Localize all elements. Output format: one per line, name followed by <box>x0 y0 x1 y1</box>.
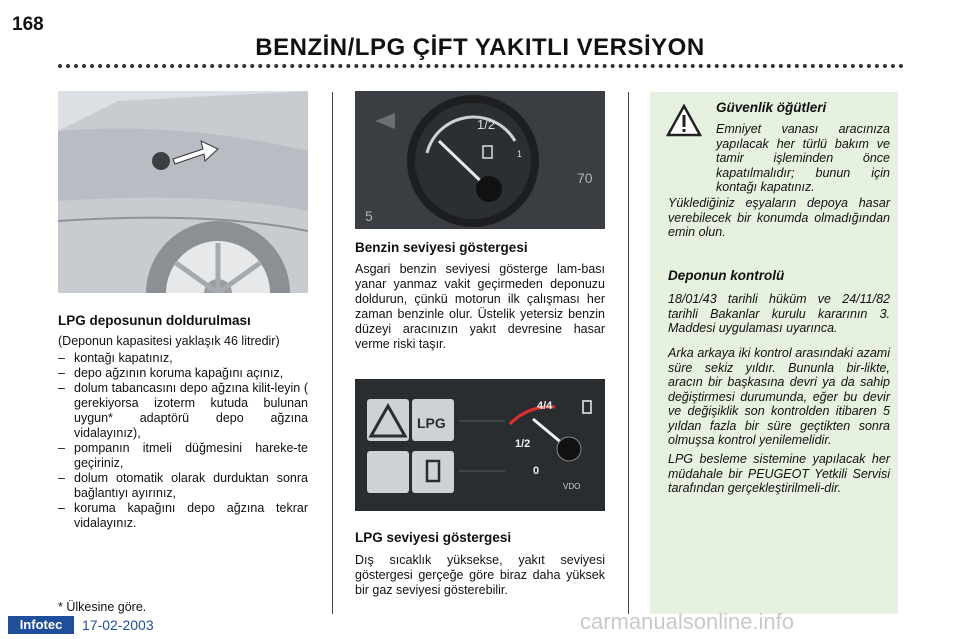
lpg-panel-label: LPG <box>417 415 446 431</box>
car-fuel-cap-photo <box>58 91 308 293</box>
petrol-level-text: Asgari benzin seviyesi gösterge lam-bası yanar yanmaz vakit geçirmeden deponuzu doldurun, çünkü motorun ilk çalışması her zaman benzinle olur. Üstelik yetersiz benzin düzeyi aracınızın yakıt devresine hasar verme riski taşır. <box>355 262 605 351</box>
lpg-full-label: 4/4 <box>537 400 553 412</box>
watermark-text: carmanualsonline.info <box>580 609 795 634</box>
filling-steps-list <box>58 351 308 531</box>
list-item: – depo ağzının koruma kapağını açınız, <box>58 366 308 381</box>
control-text-2: Arka arkaya iki kontrol arasındaki azami süre sekiz yıldır. Bununla bir-likte, aracın bir başkasına devri ya da sahip değiştirmesi durumunda, eğer bu devir ve değişiklik son kontrolden itibaren 5 yıldan fazla bir süre geçtikten sonra olmuşsa kontrol yenilemelidir. <box>668 346 890 447</box>
gauge-half-label: 1/2 <box>477 117 496 132</box>
control-text-1: 18/01/43 tarihli hüküm ve 24/11/82 tarihli Bakanlar kurulu kararının 3. Maddesi uygulaması uyarınca. <box>668 292 890 335</box>
lpg-filling-heading: LPG deposunun doldurulması <box>58 313 251 328</box>
list-item: – kontağı kapatınız, <box>58 351 308 366</box>
tank-control-heading: Deponun kontrolü <box>668 268 785 283</box>
vdo-brand-label: VDO <box>563 482 581 491</box>
svg-text:70: 70 <box>577 170 593 186</box>
lpg-level-text: Dış sıcaklık yüksekse, yakıt seviyesi göstergesi gerçeğe göre biraz daha yüksek bir gaz seviyesi gösterebilir. <box>355 553 605 597</box>
footnote: * Ülkesine göre. <box>58 600 147 614</box>
title-divider <box>58 64 904 68</box>
safety-text-1 <box>668 122 890 195</box>
petrol-level-heading: Benzin seviyesi göstergesi <box>355 240 528 255</box>
infotec-logo: Infotec <box>8 616 74 634</box>
safety-notes-box <box>650 92 898 614</box>
list-item: – koruma kapağını depo ağzına tekrar vidalayınız. <box>58 501 308 531</box>
safety-text-1-body: Emniyet vanası aracınıza yapılacak her türlü bakım ve tamir işleminden önce kapatılmalıdır; bunun için kontağı kapatınız. <box>716 122 890 194</box>
lpg-empty-label: 0 <box>533 465 540 477</box>
list-item: – dolum tabancasını depo ağzına kilit-leyin ( gerekiyorsa izoterm kutuda bulunan uygun* adaptörü depo ağzına vidalayınız), <box>58 381 308 441</box>
lpg-level-heading: LPG seviyesi göstergesi <box>355 530 512 545</box>
svg-text:5: 5 <box>365 208 373 224</box>
list-item: – pompanın itmeli düğmesini hareke-te geçiriniz, <box>58 441 308 471</box>
page-title: BENZİN/LPG ÇİFT YAKITLI VERSİYON <box>255 34 705 61</box>
column-divider-right <box>628 92 629 614</box>
safety-heading: Güvenlik öğütleri <box>716 100 827 115</box>
page-number: 168 <box>12 14 44 35</box>
control-text-3: LPG besleme sistemine yapılacak her müdahale bir PEUGEOT Yetkili Servisi tarafından gerçekleştirilmeli-dir. <box>668 452 890 495</box>
petrol-gauge-photo <box>355 91 605 229</box>
list-item: – dolum otomatik olarak durduktan sonra bağlantıyı ayırınız, <box>58 471 308 501</box>
column-divider-left <box>332 92 333 614</box>
footer-date: 17-02-2003 <box>82 617 154 633</box>
lpg-gauge-panel-photo <box>355 379 605 511</box>
lpg-half-label: 1/2 <box>515 438 531 450</box>
gauge-full-label: 1 <box>517 149 523 159</box>
tank-capacity-note: (Deponun kapasitesi yaklaşık 46 litredir) <box>58 334 280 348</box>
safety-text-2: Yüklediğiniz eşyaların depoya hasar verebilecek bir konumda olmadığından emin olun. <box>668 196 890 239</box>
